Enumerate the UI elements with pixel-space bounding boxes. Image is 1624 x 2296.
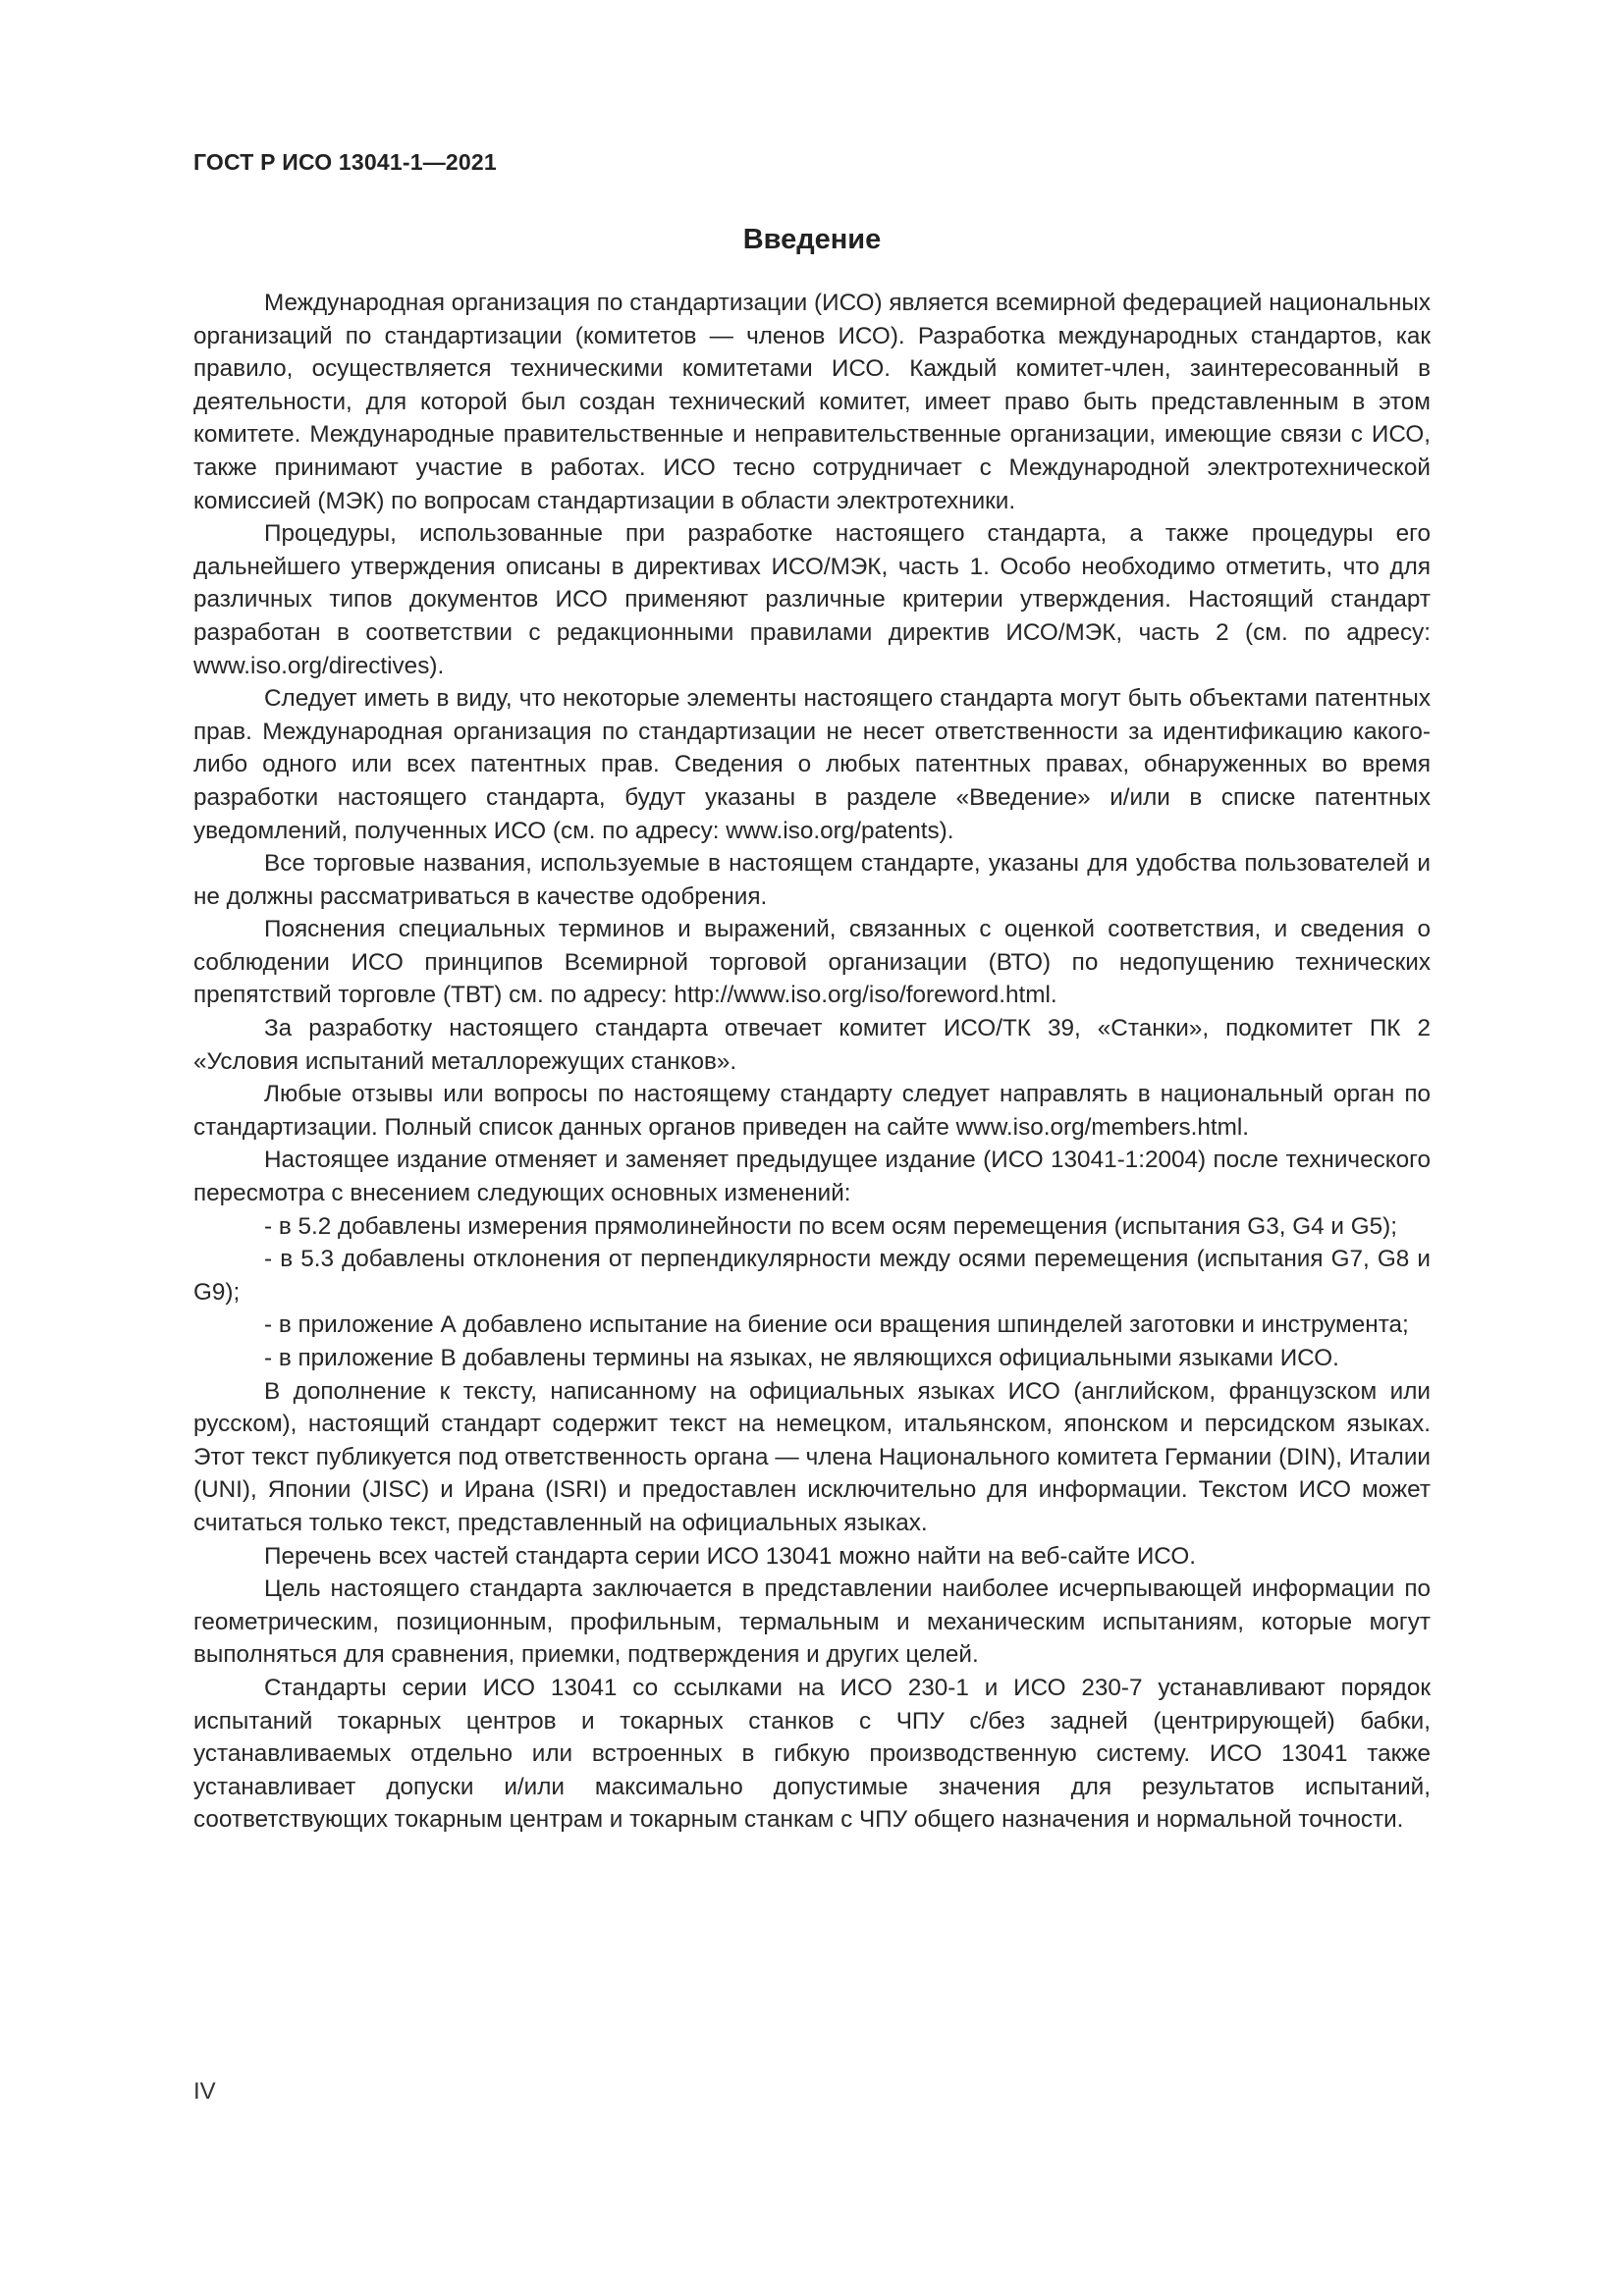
paragraph-trade-names: Все торговые названия, используемые в настоящем стандарте, указаны для удобства пользователей и не должны рассматриваться в качестве одобрения. [193,850,1431,910]
change-list-item: - в 5.3 добавлены отклонения от перпендикулярности между осями перемещения (испытания G7, G8 и G9); [193,1246,1431,1306]
standard-code-header: ГОСТ Р ИСО 13041-1—2021 [193,149,497,175]
paragraph-feedback: Любые отзывы или вопросы по настоящему стандарту следует направлять в национальный орган по стандартизации. Полный список данных органов приведен на сайте www.iso.org/members.html. [193,1081,1431,1141]
page-number: IV [193,2078,216,2105]
paragraph-committee: За разработку настоящего стандарта отвечает комитет ИСО/ТК 39, «Станки», подкомитет ПК 2 «Условия испытаний металлорежущих станков». [193,1015,1431,1075]
introduction-body [193,287,1431,1837]
paragraph-terms-explanation: Пояснения специальных терминов и выражений, связанных с оценкой соответствия, и сведения о соблюдении ИСО принципов Всемирной торговой организации (ВТО) по недопущению технических препятствий торговле (ТВТ) см. по адресу: http://www.iso.org/iso/foreword.html. [193,916,1431,1009]
paragraph-languages: В дополнение к тексту, написанному на официальных языках ИСО (английском, французском или русском), настоящий стандарт содержит текст на немецком, итальянском, японском и персидском языках. Этот текст публикуется под ответственность органа — члена Национального комитета Германии (DIN), Италии (UNI), Японии (JISC) и Ирана (ISRI) и предоставлен исключительно для информации. Текстом ИСО может считаться только текст, представленный на официальных языках. [193,1377,1431,1536]
paragraph-series-scope: Стандарты серии ИСО 13041 со ссылками на ИСО 230-1 и ИСО 230-7 устанавливают порядок испытаний токарных центров и токарных станков с ЧПУ с/без задней (центрирующей) бабки, устанавливаемых отдельно или встроенных в гибкую производственную систему. ИСО 13041 также устанавливает допуски и/или максимально допустимые значения для результатов испытаний, соответствующих токарным центрам и токарным станкам с ЧПУ общего назначения и нормальной точности. [193,1674,1431,1834]
paragraph-patents: Следует иметь в виду, что некоторые элементы настоящего стандарта могут быть объектами патентных прав. Международная организация по стандартизации не несет ответственности за идентификацию какого-либо одного или всех патентных прав. Сведения о любых патентных правах, обнаруженных во время разработки настоящего стандарта, будут указаны в разделе «Введение» и/или в списке патентных уведомлений, полученных ИСО (см. по адресу: www.iso.org/patents). [193,685,1431,844]
change-list-item: - в 5.2 добавлены измерения прямолинейности по всем осям перемещения (испытания G3, G4 и G5); [264,1212,1397,1240]
paragraph-purpose: Цель настоящего стандарта заключается в представлении наиболее исчерпывающей информации по геометрическим, позиционным, профильным, термальным и механическим испытаниям, которые могут выполняться для сравнения, приемки, подтверждения и других целей. [193,1575,1431,1669]
paragraph-parts-list: Перечень всех частей стандарта серии ИСО 13041 можно найти на веб-сайте ИСО. [264,1542,1196,1570]
change-list-item: - в приложение В добавлены термины на языках, не являющихся официальными языками ИСО. [264,1345,1339,1371]
paragraph-iso-organization: Международная организация по стандартизации (ИСО) является всемирной федерацией национальных организаций по стандартизации (комитетов — членов ИСО). Разработка международных стандартов, как правило, осуществляется техническими комитетами ИСО. Каждый комитет-член, заинтересованный в деятельности, для которой был создан технический комитет, имеет право быть представленным в этом комитете. Международные правительственные и неправительственные организации, имеющие связи с ИСО, также принимают участие в работах. ИСО тесно сотрудничает с Международной электротехнической комиссией (МЭК) по вопросам стандартизации в области электротехники. [193,290,1431,514]
paragraph-edition-changes: Настоящее издание отменяет и заменяет предыдущее издание (ИСО 13041-1:2004) после технического пересмотра с внесением следующих основных изменений: [193,1147,1431,1207]
paragraph-procedures: Процедуры, использованные при разработке настоящего стандарта, а также процедуры его дальнейшего утверждения описаны в директивах ИСО/МЭК, часть 1. Особо необходимо отметить, что для различных типов документов ИСО применяют различные критерии утверждения. Настоящий стандарт разработан в соответствии с редакционными правилами директив ИСО/МЭК, часть 2 (см. по адресу: www.iso.org/directives). [193,520,1431,679]
change-list-item: - в приложение А добавлено испытание на биение оси вращения шпинделей заготовки и инструмента; [264,1311,1409,1339]
section-title: Введение [742,224,882,255]
